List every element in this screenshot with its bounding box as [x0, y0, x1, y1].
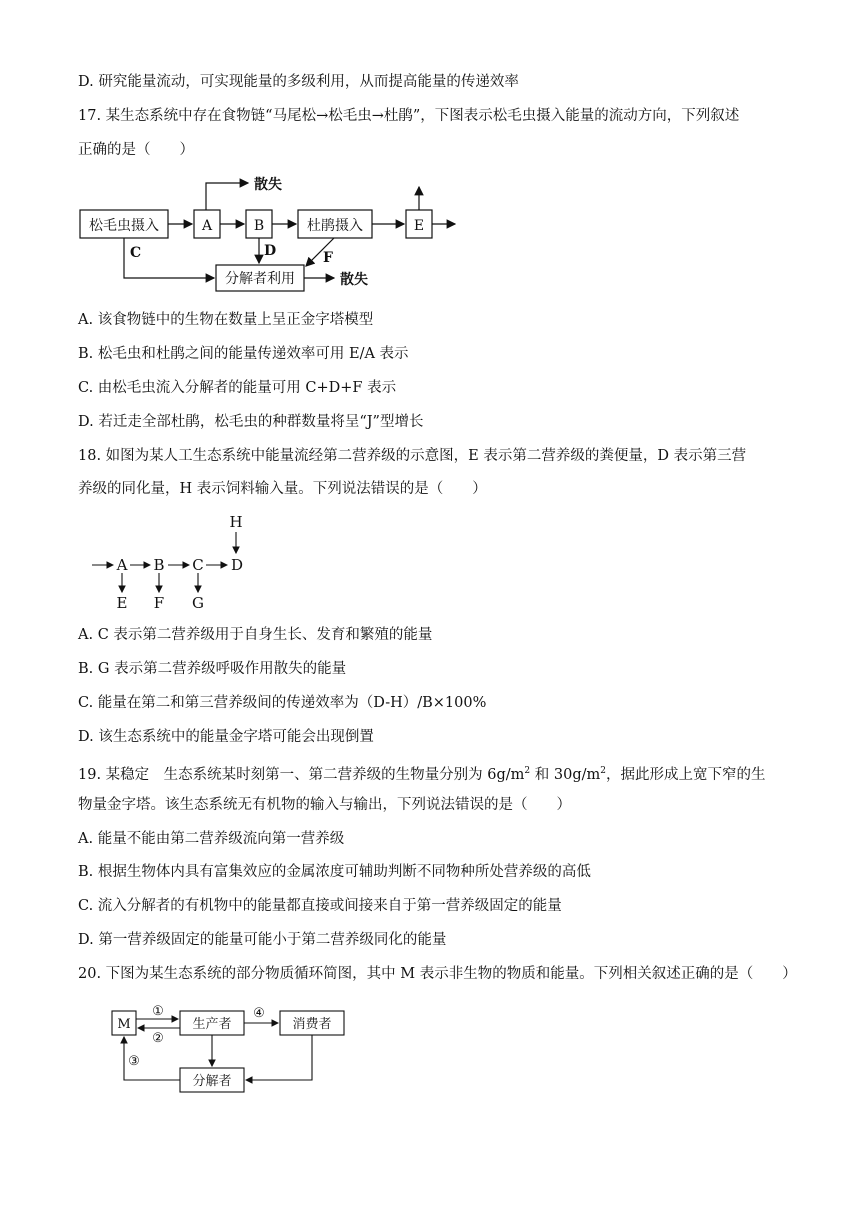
q20-node-decomposer: 分解者 [192, 1074, 232, 1089]
q17-option-c: C. 由松毛虫流入分解者的能量可用 C+D+F 表示 [78, 380, 397, 396]
q18-node-h: H [229, 513, 243, 531]
q17-option-a: A. 该食物链中的生物在数量上呈正金字塔模型 [78, 312, 374, 328]
q18-option-a: A. C 表示第二营养级用于自身生长、发育和繁殖的能量 [78, 627, 433, 643]
q19-option-b: B. 根据生物体内具有富集效应的金属浓度可辅助判断不同物种所处营养级的高低 [78, 864, 591, 880]
q17-label-lost-right: 散失 [340, 272, 368, 288]
q18-stem-line1: 18. 如图为某人工生态系统中能量流经第二营养级的示意图，E 表示第二营养级的粪便量，D 表示第三营 [78, 448, 747, 464]
q18-node-a: A [116, 556, 128, 574]
q17-label-f: F [323, 250, 333, 266]
q19-option-c: C. 流入分解者的有机物中的能量都直接或间接来自于第一营养级固定的能量 [78, 898, 562, 914]
q17-node-cuckoo: 杜鹃摄入 [307, 218, 363, 234]
q20-node-consumer: 消费者 [292, 1017, 332, 1032]
q17-label-lost-top: 散失 [254, 177, 282, 193]
q17-label-d: D [264, 243, 277, 259]
q18-option-b: B. G 表示第二营养级呼吸作用散失的能量 [78, 661, 347, 677]
q20-label-4: ④ [253, 1006, 265, 1021]
q18-node-d: D [230, 556, 244, 574]
q20-label-2: ② [152, 1031, 164, 1046]
q20-label-3: ③ [128, 1054, 140, 1069]
q17-node-b: B [253, 218, 265, 234]
q17-node-e: E [413, 218, 425, 234]
q17-stem-line2: 正确的是（ ） [78, 142, 194, 158]
q18-node-e: E [116, 594, 128, 612]
q18-option-d: D. 该生态系统中的能量金字塔可能会出现倒置 [78, 729, 374, 745]
q20-label-1: ① [152, 1004, 164, 1019]
q18-energy-flow-diagram [0, 508, 860, 616]
q19-option-a: A. 能量不能由第二营养级流向第一营养级 [78, 831, 345, 847]
q17-option-b: B. 松毛虫和杜鹃之间的能量传递效率可用 E/A 表示 [78, 346, 409, 362]
q20-material-cycle-diagram [0, 995, 860, 1105]
q19-option-d: D. 第一营养级固定的能量可能小于第二营养级同化的能量 [78, 932, 447, 948]
q18-option-c: C. 能量在第二和第三营养级间的传递效率为（D-H）/B×100% [78, 695, 487, 711]
q19-stem-line1: 19. 某稳定 生态系统某时刻第一、第二营养级的生物量分别为 $6g/m^2$ 和 $30g/m^2$，据此形成上宽下窄的生 [78, 766, 766, 783]
q18-stem-line2: 养级的同化量，H 表示饲料输入量。下列说法错误的是（ ） [78, 481, 487, 497]
q18-node-c: C [192, 556, 204, 574]
q17-stem-line1: 17. 某生态系统中存在食物链“马尾松→松毛虫→杜鹃”，下图表示松毛虫摄入能量的流动方向，下列叙述 [78, 108, 740, 124]
q18-node-f: F [153, 594, 165, 612]
q16-option-d: D. 研究能量流动，可实现能量的多级利用，从而提高能量的传递效率 [78, 74, 519, 90]
q20-node-m: M [117, 1017, 131, 1032]
q18-node-b: B [153, 556, 165, 574]
q20-node-producer: 生产者 [192, 1017, 232, 1032]
q17-node-a: A [201, 218, 213, 234]
q17-label-c: C [130, 245, 142, 261]
q17-option-d: D. 若迁走全部杜鹃，松毛虫的种群数量将呈“J”型增长 [78, 414, 424, 430]
q17-energy-flow-diagram [0, 165, 860, 300]
q17-node-intake: 松毛虫摄入 [89, 218, 159, 234]
q17-node-decomposer: 分解者利用 [225, 271, 295, 287]
q18-node-g: G [192, 594, 204, 612]
q19-stem-line2: 物量金字塔。该生态系统无有机物的输入与输出，下列说法错误的是（ ） [78, 797, 571, 813]
q20-stem-line1: 20. 下图为某生态系统的部分物质循环简图，其中 M 表示非生物的物质和能量。下列相关叙述正确的是（ ） [78, 966, 797, 982]
